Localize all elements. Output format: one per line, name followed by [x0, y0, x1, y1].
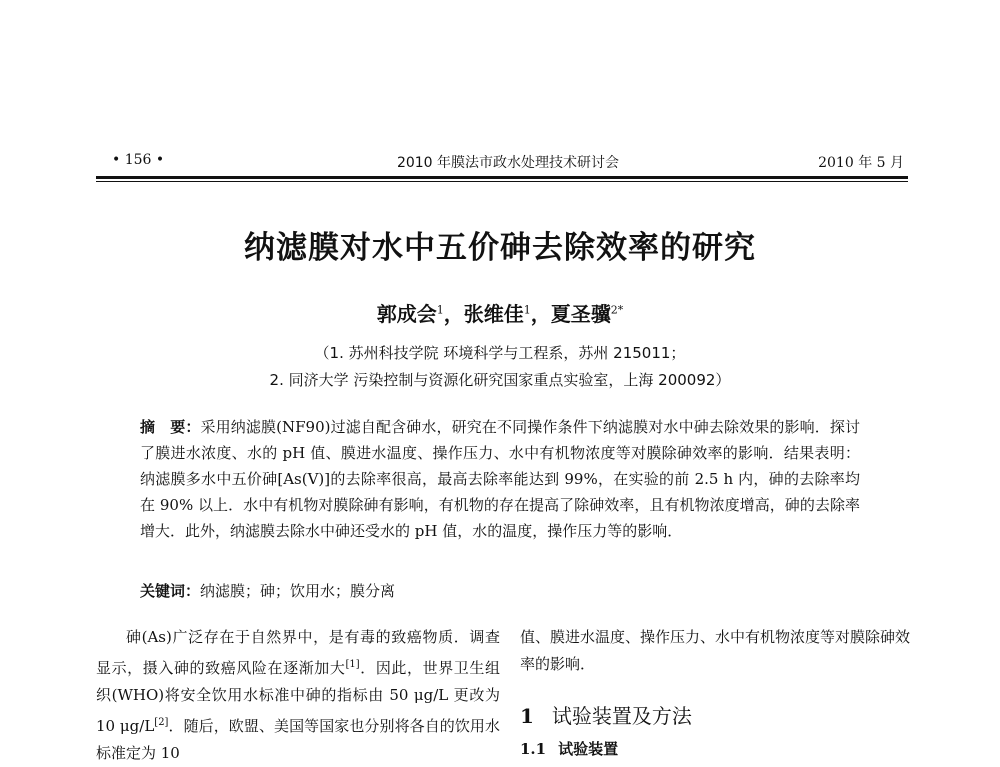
intro-text-1: 砷(As)广泛存在于自然界中，是有毒的致癌物质．调查显示，摄入砷的致癌风险在逐渐加大: [96, 628, 500, 677]
keywords-label: 关键词：: [140, 582, 201, 600]
abstract: [140, 414, 860, 544]
abstract-label: 摘 要：: [140, 418, 201, 436]
affiliation-2: 2. 同济大学 污染控制与资源化研究国家重点实验室，上海 200092）: [269, 371, 731, 389]
intro-text-2: ．因此，世界卫生组织(WHO)将安全饮用水标准中砷的指标由 50 μg/L 更改为 10 μg/L: [96, 659, 500, 735]
issue-date: 2010 年 5 月: [818, 155, 904, 171]
author-name: 郭成会: [376, 302, 437, 326]
keywords-text: 纳滤膜；砷；饮用水；膜分离: [200, 582, 396, 600]
body-right-column: 值、膜进水温度、操作压力、水中有机物浓度等对膜除砷效率的影响．: [520, 628, 911, 673]
paper-title: 纳滤膜对水中五价砷去除效率的研究: [244, 230, 756, 266]
author-affiliation-mark: 1: [436, 303, 444, 317]
citation-2: [2]: [154, 717, 169, 728]
keywords: [140, 580, 860, 601]
author-separator: ，: [443, 302, 464, 326]
page-number: • 156 •: [112, 152, 165, 168]
author-name: 夏圣骥: [550, 302, 611, 326]
author-name: 张维佳: [463, 302, 524, 326]
running-header: [112, 148, 904, 170]
section-number: 1: [520, 704, 534, 728]
header-rule-thick: [96, 176, 908, 179]
journal-name: 2010 年膜法市政水处理技术研讨会: [396, 155, 620, 171]
header-rule-thin: [96, 181, 908, 182]
affiliation-1: （1. 苏州科技学院 环境科学与工程系，苏州 215011；: [314, 344, 686, 362]
subsection-number: 1.1: [520, 740, 547, 758]
section-heading-1: [520, 700, 692, 729]
intro-text-3: ．随后，欧盟、美国等国家也分别将各自的饮用水标准定为 10: [96, 717, 500, 762]
section-title: 试验装置及方法: [551, 704, 692, 728]
author-list: [0, 298, 1000, 327]
subsection-heading-1-1: [520, 738, 618, 759]
author-affiliation-mark: 1: [523, 303, 531, 317]
subsection-title: 试验装置: [558, 740, 619, 758]
abstract-text: 采用纳滤膜(NF90)过滤自配含砷水，研究在不同操作条件下纳滤膜对水中砷去除效果的影响．探讨了膜进水浓度、水的 pH 值、膜进水温度、操作压力、水中有机物浓度等对膜除砷效率的影响．结果表明：纳滤膜多水中五价砷[As(V)]的去除率很高，最高去除率能达到 99%，在实验的前 2.5 h 内，砷的去除率均在 90% 以上．水中有机物对膜除砷有影响，有机物的存在提高了除砷效率，且有机物浓度增高，砷的去除率增大．此外，纳滤膜去除水中砷还受水的 pH 值，水的温度，操作压力等的影响．: [140, 418, 860, 540]
author-separator: ，: [530, 302, 551, 326]
citation-1: [1]: [345, 659, 360, 670]
author-affiliation-mark: 2*: [610, 303, 624, 317]
body-left-column: [96, 624, 500, 767]
